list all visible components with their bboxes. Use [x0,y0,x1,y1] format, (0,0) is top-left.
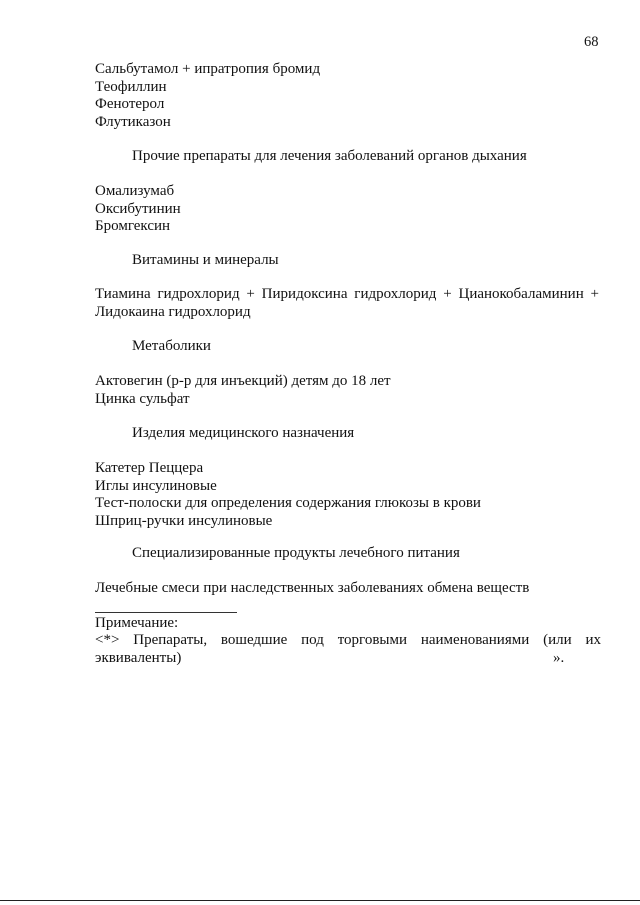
nutrition-list [95,580,607,598]
list-item: Цинка сульфат [95,390,190,407]
section-heading-medical-devices: Изделия медицинского назначения [132,425,355,441]
list-item: Бромгексин [95,218,171,234]
list-item: Актовегин (р-р для инъекций) детям до 18 лет [95,373,391,389]
footnote [95,632,601,668]
list-item: Иглы инсулиновые [95,477,217,494]
footnote-line: <*> Препараты, вошедшие под торговыми наименованиями (или их [95,632,601,648]
list-item: Оксибутинин [95,200,181,217]
list-item: Лечебные смеси при наследственных заболеваниях обмена веществ [95,580,530,596]
list-item: Тест-полоски для определения содержания глюкозы в крови [95,495,481,511]
medical-devices-list [95,460,607,530]
section-heading-vitamins: Витамины и минералы [132,252,279,268]
note-label: Примечание: [95,615,179,631]
list-item: Тиамина гидрохлорид + Пиридоксина гидрохлорид + Цианокобаламинин + [95,286,599,302]
list-item: Флутиказон [95,113,171,130]
list-item: Катетер Пеццера [95,460,204,476]
footnote-closing-quote: ». [553,649,565,666]
section-heading-other-respiratory: Прочие препараты для лечения заболеваний органов дыхания [132,148,527,164]
footnote-text: эквиваленты) [95,649,182,666]
metabolics-list [95,373,607,408]
other-respiratory-list [95,183,607,236]
list-item: Шприц-ручки инсулиновые [95,512,273,529]
vitamins-list [95,286,607,321]
list-item: Фенотерол [95,96,165,112]
page-number: 68 [584,34,599,50]
list-item: Омализумаб [95,183,175,199]
respiratory-list [95,61,607,131]
list-item-continuation: Лидокаина гидрохлорид [95,303,251,320]
list-item: Теофиллин [95,78,167,95]
footnote-line [95,650,601,668]
page-bottom-edge [0,900,640,901]
footnote-separator [95,612,237,613]
list-item: Сальбутамол + ипратропия бромид [95,61,321,77]
section-heading-metabolics: Метаболики [132,338,211,354]
section-heading-nutrition: Специализированные продукты лечебного питания [132,545,460,561]
